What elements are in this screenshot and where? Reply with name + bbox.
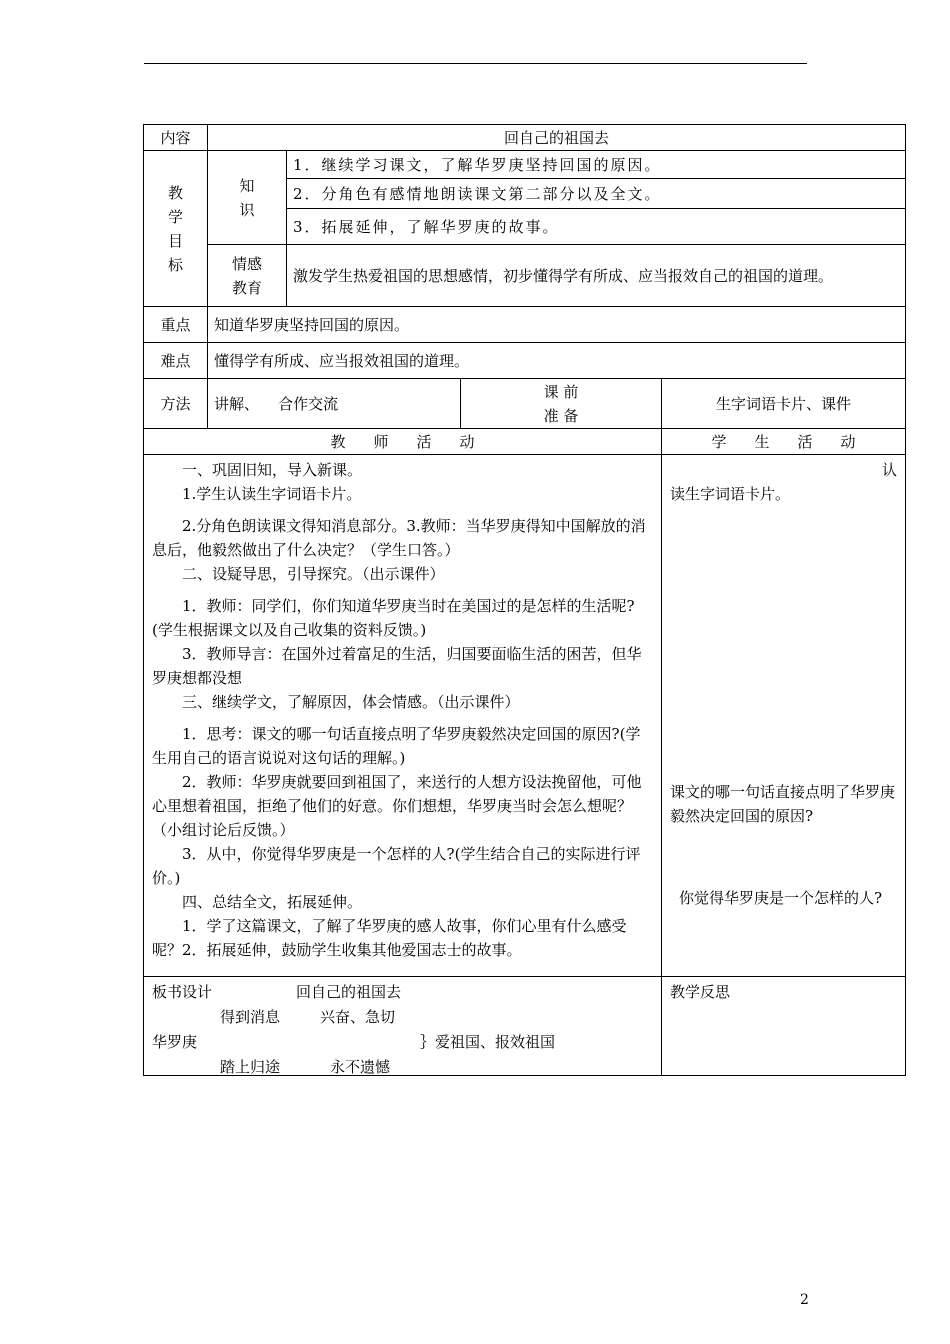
- header-rule: [144, 63, 807, 64]
- activity-line: 3．从中，你觉得华罗庚是一个怎样的人?(学生结合自己的实际进行评价。): [152, 845, 641, 887]
- content-label: 内容: [144, 125, 208, 151]
- teacher-activities: [144, 455, 662, 977]
- lesson-title: 回自己的祖国去: [208, 125, 906, 151]
- activity-line: 三、继续学文，了解原因，体会情感。（出示课件）: [182, 693, 520, 711]
- prep-label: 课 前 准 备: [461, 379, 662, 429]
- prep-text: 生字词语卡片、课件: [662, 379, 906, 429]
- activity-line: 3．教师导言：在国外过着富足的生活，归国要面临生活的困苦，但华罗庚想都没想: [152, 645, 642, 687]
- student-activities: [662, 455, 906, 977]
- board-name: 华罗庚: [152, 1033, 198, 1051]
- emotion-text: 激发学生热爱祖国的思想感情，初步懂得学有所成、应当报效自己的祖国的道理。: [287, 245, 906, 307]
- board-summary: ｝爱祖国、报效祖国: [420, 1033, 556, 1051]
- activity-line: 2．教师：华罗庚就要回到祖国了，来送行的人想方设法挽留他，可他心里想着祖国，拒绝了他们的好意。你们想想，华罗庚当时会怎么想呢？（小组讨论后反馈。）: [152, 773, 642, 839]
- activity-line: 1．思考：课文的哪一句话直接点明了华罗庚毅然决定回国的原因?(学生用自己的语言说说对这句话的理解。): [152, 725, 641, 767]
- knowledge-item: 1．继续学习课文，了解华罗庚坚持回国的原因。: [287, 151, 906, 179]
- difficulty-text: 懂得学有所成、应当报效祖国的道理。: [208, 343, 906, 379]
- board-title: 回自己的祖国去: [296, 983, 402, 1001]
- knowledge-item: 2．分角色有感情地朗读课文第二部分以及全文。: [287, 179, 906, 209]
- activity-line: 二、设疑导思，引导探究。（出示课件）: [182, 565, 445, 583]
- board-line: 得到消息: [220, 1008, 281, 1026]
- lesson-plan-table: [143, 124, 906, 1076]
- activity-line: 1．学了这篇课文，了解了华罗庚的感人故事，你们心里有什么感受呢？2．拓展延伸，鼓励学生收集其他爱国志士的故事。: [152, 917, 627, 959]
- teacher-activity-header: 教 师 活 动: [144, 429, 662, 455]
- method-text: 讲解、 合作交流: [208, 379, 461, 429]
- student-activity-line: 课文的哪一句话直接点明了华罗庚毅然决定回国的原因?: [670, 783, 896, 825]
- reflection-label: 教学反思: [670, 983, 731, 1001]
- activity-line: 1.学生认读生字词语卡片。: [182, 485, 362, 503]
- key-point-label: 重点: [144, 307, 208, 343]
- student-activity-line: 读生字词语卡片。: [670, 485, 791, 503]
- knowledge-item: 3．拓展延伸，了解华罗庚的故事。: [287, 209, 906, 245]
- method-label: 方法: [144, 379, 208, 429]
- student-activity-line: 认: [882, 461, 898, 479]
- emotion-label: 情感 教育: [208, 245, 287, 307]
- difficulty-label: 难点: [144, 343, 208, 379]
- key-point-text: 知道华罗庚坚持回国的原因。: [208, 307, 906, 343]
- board-design: [144, 977, 662, 1076]
- board-line: 兴奋、急切: [320, 1008, 396, 1026]
- objectives-label: 教 学 目 标: [144, 151, 208, 307]
- student-activity-header: 学 生 活 动: [662, 429, 906, 455]
- activity-line: 四、总结全文，拓展延伸。: [182, 893, 363, 911]
- board-label: 板书设计: [152, 983, 213, 1001]
- activity-line: 2.分角色朗读课文得知消息部分。3.教师：当华罗庚得知中国解放的消息后，他毅然做出了什么决定？（学生口答。）: [152, 517, 646, 559]
- teaching-reflection: [662, 977, 906, 1076]
- activity-line: 1．教师：同学们，你们知道华罗庚当时在美国过的是怎样的生活呢?(学生根据课文以及自己收集的资料反馈。): [152, 597, 635, 639]
- board-line: 踏上归途: [220, 1058, 281, 1076]
- student-activity-line: 你觉得华罗庚是一个怎样的人?: [679, 889, 883, 907]
- board-line: 永不遗憾: [330, 1058, 391, 1076]
- activity-line: 一、巩固旧知，导入新课。: [182, 461, 363, 479]
- knowledge-label: 知 识: [208, 151, 287, 245]
- page-number: 2: [800, 1292, 809, 1308]
